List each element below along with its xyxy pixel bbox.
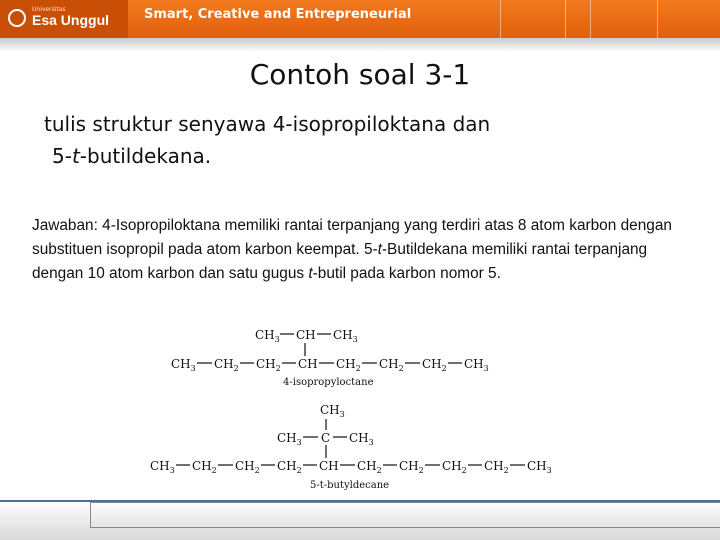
atom-label: C (321, 431, 331, 445)
header-bar (0, 0, 720, 38)
atom-label: $CH_2$ (235, 459, 260, 475)
structure-caption: 5-t-butyldecane (310, 480, 390, 491)
header-shadow (0, 38, 720, 52)
atom-label: CH (296, 328, 316, 342)
atom-label: $CH_2$ (399, 459, 424, 475)
header-decoration (500, 0, 566, 38)
university-label: Universitas (32, 6, 66, 13)
question-italic: t (71, 144, 80, 168)
atom-label: $CH_3$ (349, 431, 374, 447)
atom-label: $CH_3$ (464, 357, 489, 373)
header-decoration (590, 0, 658, 38)
question-line-1: tulis struktur senyawa 4-isopropiloktana dan (44, 112, 491, 136)
atom-label: $CH_3$ (320, 403, 345, 419)
atom-label: $CH_2$ (336, 357, 361, 373)
atom-label: $CH_3$ (150, 459, 175, 475)
brand-block (0, 0, 128, 38)
answer-italic: t (377, 241, 382, 258)
atom-label: $CH_2$ (214, 357, 239, 373)
atom-label: $CH_2$ (442, 459, 467, 475)
question-line-2 (52, 144, 211, 168)
atom-label: $CH_2$ (357, 459, 382, 475)
slide-title: Contoh soal 3-1 (249, 58, 471, 91)
question-text: -butildekana. (79, 144, 212, 168)
atom-label: $CH_3$ (527, 459, 552, 475)
atom-label: $CH_2$ (256, 357, 281, 373)
answer-text: -butil pada karbon nomor 5. (312, 265, 501, 282)
atom-label: $CH_2$ (484, 459, 509, 475)
university-name: Esa Unggul (32, 12, 110, 28)
answer-italic: t (308, 265, 313, 282)
university-logo-icon (8, 9, 26, 27)
atom-label: CH (319, 459, 339, 473)
structure-diagram (150, 318, 552, 492)
footer-decoration (90, 502, 720, 528)
atom-label: $CH_3$ (171, 357, 196, 373)
atom-label: $CH_2$ (422, 357, 447, 373)
structure-figure (150, 318, 552, 492)
atom-label: $CH_3$ (277, 431, 302, 447)
atom-label: CH (298, 357, 318, 371)
structure-caption: 4-isopropyloctane (283, 377, 374, 388)
answer-text: Jawaban: 4-Isopropiloktana memiliki rantai terpanjang yang terdiri atas 8 atom karbon dengan substituen isopropil pada atom karbon keempat. 5- (32, 217, 672, 258)
answer-text: -Butildekana memiliki rantai terpanjang dengan 10 atom karbon dan satu gugus (32, 241, 648, 282)
atom-label: $CH_2$ (379, 357, 404, 373)
atom-label: $CH_2$ (277, 459, 302, 475)
question-text: 5- (52, 144, 72, 168)
atom-label: $CH_3$ (333, 328, 358, 344)
atom-label: $CH_3$ (255, 328, 280, 344)
tagline: Smart, Creative and Entrepreneurial (144, 7, 412, 22)
answer-paragraph (32, 214, 692, 286)
atom-label: $CH_2$ (192, 459, 217, 475)
